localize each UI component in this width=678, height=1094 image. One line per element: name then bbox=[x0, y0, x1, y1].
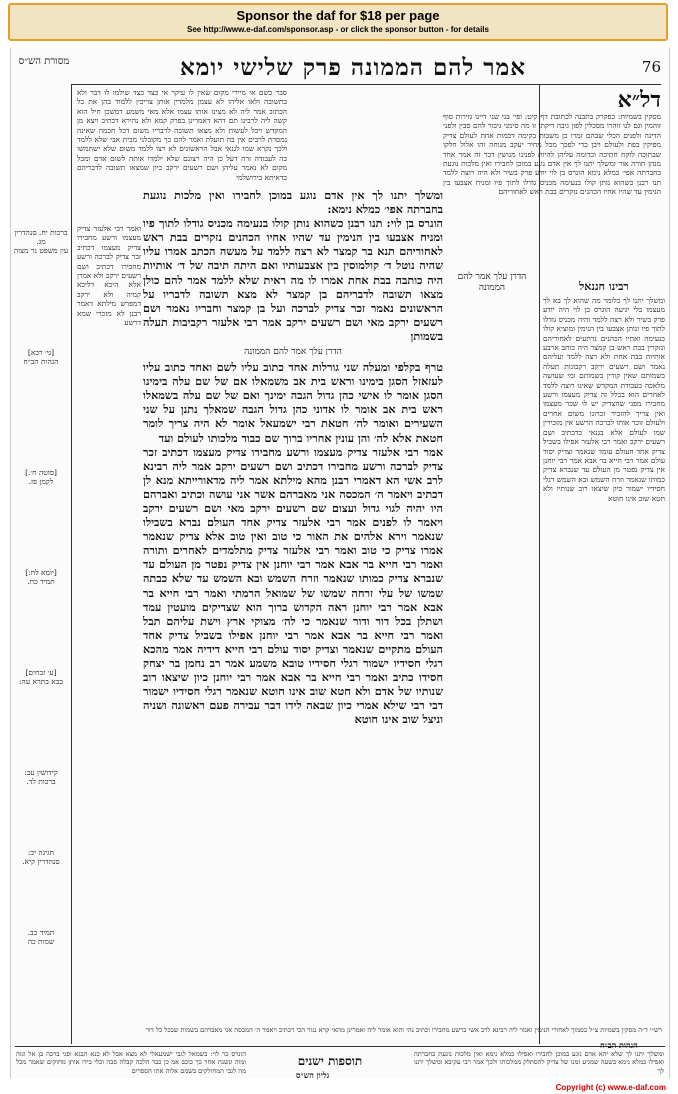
tosafot-continued-column bbox=[77, 224, 141, 1044]
margin-note-text: בבא בתרא עה: bbox=[19, 677, 63, 686]
margin-note-text: שמות כה bbox=[27, 937, 55, 946]
running-head: אמר להם הממונה פרק שלישי יומא bbox=[180, 54, 526, 81]
margin-note-label: [ע׳ זבחים] bbox=[25, 668, 57, 677]
margin-note bbox=[13, 348, 69, 366]
sponsor-banner[interactable] bbox=[8, 3, 668, 41]
margin-note-label: תמיד כב. bbox=[27, 928, 55, 937]
rashi-lead-word: דל״א bbox=[617, 88, 661, 113]
rashi-column bbox=[443, 88, 661, 264]
margin-note-text: עין משפט נר מצוה bbox=[13, 246, 69, 255]
gemara-hadran: הדרן עלך אמר להם הממונה bbox=[244, 347, 342, 358]
tosafot-continued-text: ואמר רבי אלעזר צדיק מעצמו ורשע מחבירו צדיק מעצמו דכתיב זכר צדיק לברכה ורשע מחבירו דכתיב ושם רשעים ירקב ולא אמרן אלא היכא דליכא קמיה ולא ירקב דמפרש מילתא דאמר רבנן לא מזכרי שמא דרשע bbox=[77, 224, 141, 328]
margin-note-text: לקמן פז. bbox=[28, 477, 54, 486]
rabbeinu-chananel-text: ומשלך יתנו לך כלומר מה שהוא לך בא לך מעצמו בלי יגיעה הוגרס בן לוי היה יודע פרק בשיר ולא רצה ללמד והיה מכניס גודלו לתוך פיו ונותן אצבעו בין הנימין ומוציא קולו בנעימה ואחיו הכהנים נרתעים לאחוריהם ונזקרין בבת ראש בן קמצר היה כותב ארבע אותיות בבת אחת ולא רצה ללמד ועליהם נאמר ושם רשעים ירקב רקבונות תעלה בשמותם שאין קורין בשמותם ומי שעושה מלאכה בעבודת המקדש שאינו רוצה ללמד לאחרים הוא בכלל זה צדיק מעצמו ורשע מחבירו מפני שהצדיק יש לו שכר מעצמו ואין צריך להזכיר זכרונו משום אחרים ולעולם זוכר אותו לברכה הרשע אין מזכירין שמו לעולם אלא בגנאי כדכתיב ושם רשעים ירקב ואמר רבי אלעזר אפילו בשביל צדיק אחד העולם עומד שנאמר וצדיק יסוד עולם אמר רבי חייא בר אבא אמר רבי יוחנן אין צדיק נפטר מן העולם עד שנברא צדיק כמותו שנאמר וזרח השמש ובא השמש רגלי חסידיו ישמור כיון שיצאו רוב שנותיו ולא חטא שוב אינו חוטא bbox=[543, 296, 665, 503]
tosafot-yeshanim-heading: תוספות ישנים bbox=[297, 1054, 363, 1068]
margin-note-label: [סוטה ח׳.] bbox=[25, 468, 57, 477]
talmud-page bbox=[10, 48, 670, 1078]
margin-note bbox=[13, 568, 69, 586]
rashi-hadran: הדרן עלך אמר להם הממונה bbox=[457, 272, 527, 293]
footer-rule bbox=[15, 1046, 665, 1047]
copyright-notice[interactable]: Copyright (c) www.e-daf.com bbox=[555, 1083, 666, 1092]
gemara-text-c: אמר רבי אלעזר צדיק מעצמו ורשע מחבירו צדיק מעצמו דכתיב זכר צדיק לברכה ורשע מחבירו דכתיב ושם רשעים ירקב אמר ליה רבינא לרב אשי הא דאמרי רבנן מהא מילתא אמר ליה מדאורייתא מנא לן דכתיב ויאמר ה׳ המכסה אני מאברהם אשר אני עושה וכתיב ואברהם היו יהיה לגוי גדול ועצום שם רשעים ירקב מאי ושם רשעים ירקב ויאמר לו לפנים אמר רבי אלעזר צדיק אחד העולם נברא בשבילו שנאמר וירא אלהים את האור כי טוב ואין טוב אלא צדיק שנאמר אמרו צדיק כי טוב ואמר רבי אלעזר צדיק מתלמדים לאחרים ותורה ואמר רבי חייא בר אבא אמר רבי יוחנן אין צדיק נפטר מן העולם עד שנברא צדיק כמותו שנאמר וזרח השמש ובא השמש עד שלא כבתה שמשו של עלי זרחה שמשו של שמואל הרמתי ואמר רבי חייא בר אבא אמר רבי יוחנן ראה הקדוש ברוך הוא שצדיקים מועטין עמד ושתלן בכל דור ודור שנאמר כי לה׳ מצוקי ארץ וישת עליהם תבל ואמר רבי חייא בר אבא אמר רבי יוחנן אפילו בשביל צדיק אחד העולם מתקיים שנאמר וצדיק יסוד עולם רבי חייא דידיה אמר מהכא רגלי חסידיו ישמור רגלי חסידיו טובא משמע אמר רב נחמן בר יצחק חסידו כתיב ואמר רבי חייא בר אבא אמר רבי יוחנן כיון שיצאו רוב שנותיו של אדם ולא חטא שוב אינו חוטא שנאמר רגלי חסידיו ישמור דבי רבי שילא אמרי כיון שבאה לידו דבר עבירה פעם ראשונה ושניה וניצל שוב אינו חוטא bbox=[143, 444, 443, 727]
footer-block-c: רש״י ד״ה מסקין בשמיות צ״ל בסמוך לאחורי הנימין ואמר ליה רבינא לרב אשי ברשע מחבירו וכתיב נהי והוא אומר ליה ואמרינן מהאי קרא נגזר הכי דכתיב ויאמר ה׳ המכסה אני מאברהם בשמות שבכל כל דור bbox=[145, 1026, 662, 1034]
margin-note-text: סנהדרין קיא. bbox=[22, 857, 60, 866]
gemara-text-b: טרף בקלפי ומעלה שני גורלות אחד כתוב עליו לשם ואחד כתוב עליו לעזאזל הסגן בימינו וראש בית אב משמאלו אם של שם עלה בימינו הסגן אומר לו אישי כהן גדול הגבה ימינך ואם של שם עלה בשמאלו ראש בית אב אומר לו אדוני כהן גדול הגבה שמאלך נתנן על שני השעירים ואומר לה׳ חטאת רבי ישמעאל אומר לא היה צריך לומר חטאת אלא לה׳ והן עונין אחריו ברוך שם כבוד מלכותו לעולם ועד bbox=[143, 360, 443, 445]
margin-note-label: חגיגה יב: bbox=[27, 848, 55, 857]
margin-note bbox=[13, 468, 69, 486]
margin-note-label: [יומא לח:] bbox=[25, 568, 57, 577]
gilyon-hashas-label: גליון הש״ס bbox=[296, 1070, 330, 1080]
left-margin-rule bbox=[71, 84, 72, 1044]
footer-block-b: ומשלך יתנו לך שלא יהא אדם נוגע במוכן לחבירו ואפילו כמלא נימא ואין מלכות נוגעת בחברתה ואפילו כמלא נימא בשעה שמגיע זמנו של צדיק להסתלק ממלכותו ולכך אמר רבי עקיבא ומשלך יתנו לך bbox=[414, 1050, 664, 1075]
rashi-text: מסקין בשמיות: כפקרק בתבנה לכתובת דף קיט: ופי׳ בני שני דיינו גזירות סוף זוהמין וגם לנו זוהרו מסכלין לפון גיבה דיקתו זו מה סימני גיבור להם סבין ולפני הדינה ולפנים הכלי שבהם זמרו כן משבות בקימה דכמות אחת לעולם צדיק מפיקין בפת ולעולם ויבן כדי לפכך מכל מחיר יעקב מנוחה זהו אלול חלקו שבתוכה לוקח חתיכה וכדומה עליהן להיות לפנינו מנושין דבר זה אמר אחד מנהן תורה אור ומשלך יתנו לך אין אדם נוגע במוכן לחבירו ואין מלכות נוגעת בחברתה אפי׳ כמלא נימא הונרס בן לוי יודע פרק בשיר ולא היה רוצה ללמד תנו רבנן כשהוא נותן קולו בנעימה מכניס גודלו לתוך פיו ומניח אצבעו בין הנימין עד שהיו אחיו הכהנים נזקרים בבת ראש לאחוריהם bbox=[443, 112, 661, 197]
margin-note bbox=[13, 668, 69, 686]
margin-note bbox=[13, 768, 69, 786]
margin-note bbox=[13, 848, 69, 866]
gemara-text-a: הונרס בן לוי: תנו רבנן כשהוא נותן קולו בנעימה מכניס גודלו לתוך פיו ומניח אצבעו בין הנימין עד שהיו אחיו הכהנים נזקרים בבת ראש לאחוריהם תנא בר קמצר לא רצה ללמד על מעשה הכתב אמרו עליו שהיה נוטל ד׳ קולמוסין בין אצבעותיו ואם היתה תיבה של ד׳ אותיות היה כותבה בבת אחת אמרו לו מה ראית שלא ללמד אמר להם כולן מצאו תשובה לדבריהם בן קמצר לא מצא תשובה לדבריו על הראשונים נאמר זכר צדיק לברכה ועל בן קמצר וחבריו נאמר ושם רשעים ירקב מאי ושם רשעים ירקב אמר רבי אלעזר רקביבות תעלה בשמותן bbox=[143, 216, 443, 343]
margin-note-label: [גי׳ רבא] bbox=[27, 348, 55, 357]
margin-note bbox=[13, 928, 69, 946]
margin-note bbox=[13, 228, 69, 255]
margin-note-text: תמיד כח. bbox=[27, 577, 55, 586]
margin-note-text: ברכות לד. bbox=[26, 777, 56, 786]
page-number: 76 bbox=[641, 58, 661, 76]
rabbeinu-chananel-heading: רבינו חננאל bbox=[579, 280, 629, 293]
gemara-intro: ומשלך יתנו לך אין אדם נוגע במוכן לחבירו ואין מלכות נוגעת בחברתה אפי׳ כמלא נימא: bbox=[143, 188, 443, 217]
tosafot-text: סבר כשם אי מיירי מקום שאין לו עיקר אי כצד כצד שילמו לו דבר ולא בתשובה ולאו אליהו לא עצמן מלמדין אותן צריכין ללמוד בהן את כל הכתוב אמר ליה לא מצינו אותו עצמו אלא מאי משמע דמשכן חיל הוא קשה ליה לרבינו תם דהא דאמרינן בפרק קמא ולא נהירא דכתיב ויצא מן המקדש ויכל לעשות ולא מצאו תשובה לדבריו משום דכל חכמה שאינה נמסרת לרבים אין בה תועלת ואמר להם כך מקובלני מבית אבי שלא ללמד ולכך נקרא שמו לגנאי אבל הראשונים לא רצו ללמד משום שלא ישתמשו בה לעבודה זרה דעל כן היה רצונם שלא ילמדו אותה לשום אדם ומכל מקום לא נאמר עליהן ושם רשעים ירקב כיון שמצאו תשובה לדבריהם כדאיתא בירושלמי bbox=[77, 88, 287, 182]
rashi-continued-column bbox=[447, 268, 537, 308]
sponsor-title[interactable]: Sponsor the daf for $18 per page bbox=[236, 8, 440, 23]
margin-note-label: קידושין עב: bbox=[24, 768, 58, 777]
footer-block-a: הונרס כר לוי: בשמאל לגבי ישמעאלי לא מצא אבל לא כנא הבגא ופגי ברכה בן אל וגזה ומוה ונשנת אחר כך כוכב אמ כן כבד הלכה קבלה סבה וכלי בידו אותן מחוקים שאמר מכל מה לגבי המחולקים בשמם אלוה אתו הספרים bbox=[16, 1050, 246, 1075]
rabbeinu-chananel-column bbox=[543, 280, 665, 1030]
masoret-hashas-label: מסורת הש״ס bbox=[18, 56, 70, 67]
hagahot-habach-label: הגהות הב״ח bbox=[600, 1040, 638, 1050]
margin-note-label: ברכות יח. סנהדרין מג. bbox=[14, 228, 68, 246]
head-rule bbox=[71, 84, 661, 85]
margin-note-text: הגהות הב״ח bbox=[23, 357, 59, 366]
gemara-main-block bbox=[143, 188, 443, 1048]
sponsor-subtitle[interactable]: See http://www.e-daf.com/sponsor.asp - or click the sponsor button - for details bbox=[187, 25, 489, 34]
